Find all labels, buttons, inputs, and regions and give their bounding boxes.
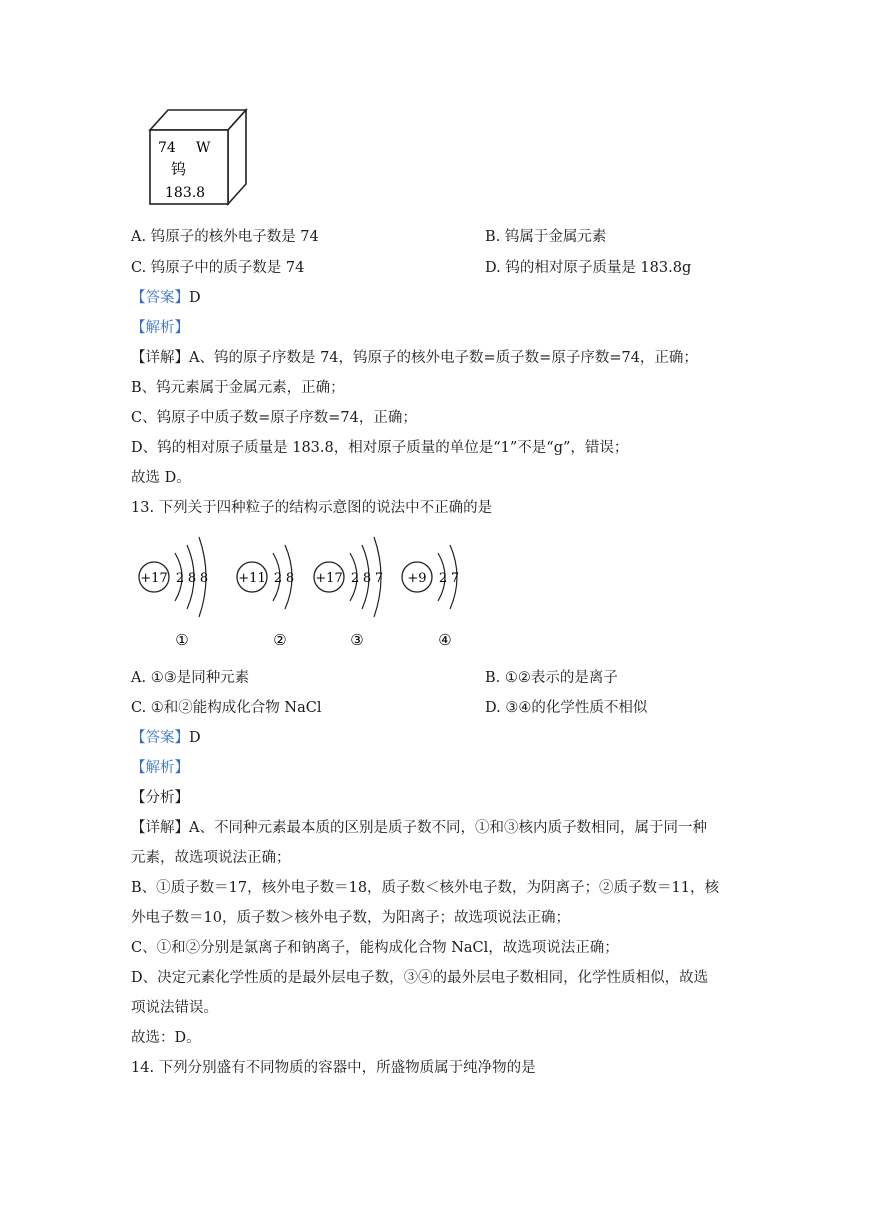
shell-electron-count: 2 xyxy=(273,571,283,586)
particle-label: ② xyxy=(273,631,287,649)
q12-analysis-tag: 【解析】 xyxy=(131,320,189,336)
q13-option-a: A. ①③是同种元素 xyxy=(131,670,250,686)
q13-detail-3: C、①和②分别是氯离子和钠离子，能构成化合物 NaCl，故选项说法正确； xyxy=(131,940,619,956)
shell-electron-count: 2 xyxy=(350,571,360,586)
q13-analysis-tag: 【解析】 xyxy=(131,760,189,776)
detail-tag: 【详解】 xyxy=(131,820,189,836)
element-number: 74 xyxy=(158,140,176,156)
q13-answer xyxy=(131,726,201,747)
nucleus-charge: +17 xyxy=(315,571,343,586)
q13-detail-4b: 项说法错误。 xyxy=(131,1000,218,1016)
q13-conclusion: 故选：D。 xyxy=(131,1030,201,1046)
q12-option-c: C. 钨原子中的质子数是 74 xyxy=(131,260,305,276)
q13-detail-1a: 【详解】A、不同种元素最本质的区别是质子数不同，①和③核内质子数相同，属于同一种 xyxy=(131,820,707,836)
answer-tag: 【答案】 xyxy=(131,730,189,746)
particle-label: ③ xyxy=(350,631,364,649)
q13-detail-1b: 元素，故选项说法正确； xyxy=(131,850,291,866)
shell-electron-count: 2 xyxy=(175,571,185,586)
particle-label: ① xyxy=(175,631,189,649)
q13-option-c: C. ①和②能构成化合物 NaCl xyxy=(131,700,322,716)
answer-value: D xyxy=(189,290,201,306)
q12-option-b: B. 钨属于金属元素 xyxy=(485,229,607,245)
nucleus-charge: +17 xyxy=(140,571,168,586)
particle-structure-diagrams xyxy=(134,525,474,655)
particle-diagram-2 xyxy=(237,545,294,649)
q12-detail-2: B、钨元素属于金属元素，正确； xyxy=(131,380,345,396)
particle-diagram-4 xyxy=(402,545,459,649)
shell-electron-count: 8 xyxy=(362,571,372,586)
shell-electron-count: 7 xyxy=(374,571,384,586)
q13-stem: 13. 下列关于四种粒子的结构示意图的说法中不正确的是 xyxy=(131,500,493,516)
element-tile-tungsten xyxy=(148,106,248,206)
detail-tag: 【详解】 xyxy=(131,350,189,366)
q12-answer xyxy=(131,286,201,307)
shell-electron-count: 2 xyxy=(438,571,448,586)
q13-option-d: D. ③④的化学性质不相似 xyxy=(485,700,648,716)
particle-label: ④ xyxy=(438,631,452,649)
element-name: 钨 xyxy=(171,160,187,178)
q13-detail-2b: 外电子数＝10，质子数＞核外电子数，为阳离子；故选项说法正确； xyxy=(131,910,570,926)
q13-fenxi-tag: 【分析】 xyxy=(131,790,189,806)
q12-detail-3: C、钨原子中质子数=原子序数=74，正确； xyxy=(131,410,417,426)
particle-diagram-1 xyxy=(139,537,208,649)
q14-stem: 14. 下列分别盛有不同物质的容器中，所盛物质属于纯净物的是 xyxy=(131,1060,536,1076)
shell-electron-count: 7 xyxy=(450,571,460,586)
answer-tag: 【答案】 xyxy=(131,290,189,306)
nucleus-charge: +11 xyxy=(238,571,266,586)
nucleus-charge: +9 xyxy=(407,571,427,586)
answer-value: D xyxy=(189,730,201,746)
q13-detail-2a: B、①质子数＝17，核外电子数＝18，质子数＜核外电子数，为阴离子；②质子数＝11，核 xyxy=(131,880,720,896)
element-mass: 183.8 xyxy=(165,185,206,201)
q12-conclusion: 故选 D。 xyxy=(131,470,191,486)
particle-diagram-3 xyxy=(314,537,383,649)
q12-detail-1: 【详解】A、钨的原子序数是 74，钨原子的核外电子数=质子数=原子序数=74，正确； xyxy=(131,350,698,366)
element-symbol: W xyxy=(196,140,211,156)
shell-electron-count: 8 xyxy=(187,571,197,586)
q13-option-b: B. ①②表示的是离子 xyxy=(485,670,618,686)
shell-electron-count: 8 xyxy=(199,571,209,586)
q12-option-d: D. 钨的相对原子质量是 183.8g xyxy=(485,260,692,276)
shell-electron-count: 8 xyxy=(285,571,295,586)
q12-option-a: A. 钨原子的核外电子数是 74 xyxy=(131,229,319,245)
q13-detail-4a: D、决定元素化学性质的是最外层电子数，③④的最外层电子数相同，化学性质相似，故选 xyxy=(131,970,709,986)
q12-detail-4: D、钨的相对原子质量是 183.8，相对原子质量的单位是“1”不是“g”，错误； xyxy=(131,440,629,456)
